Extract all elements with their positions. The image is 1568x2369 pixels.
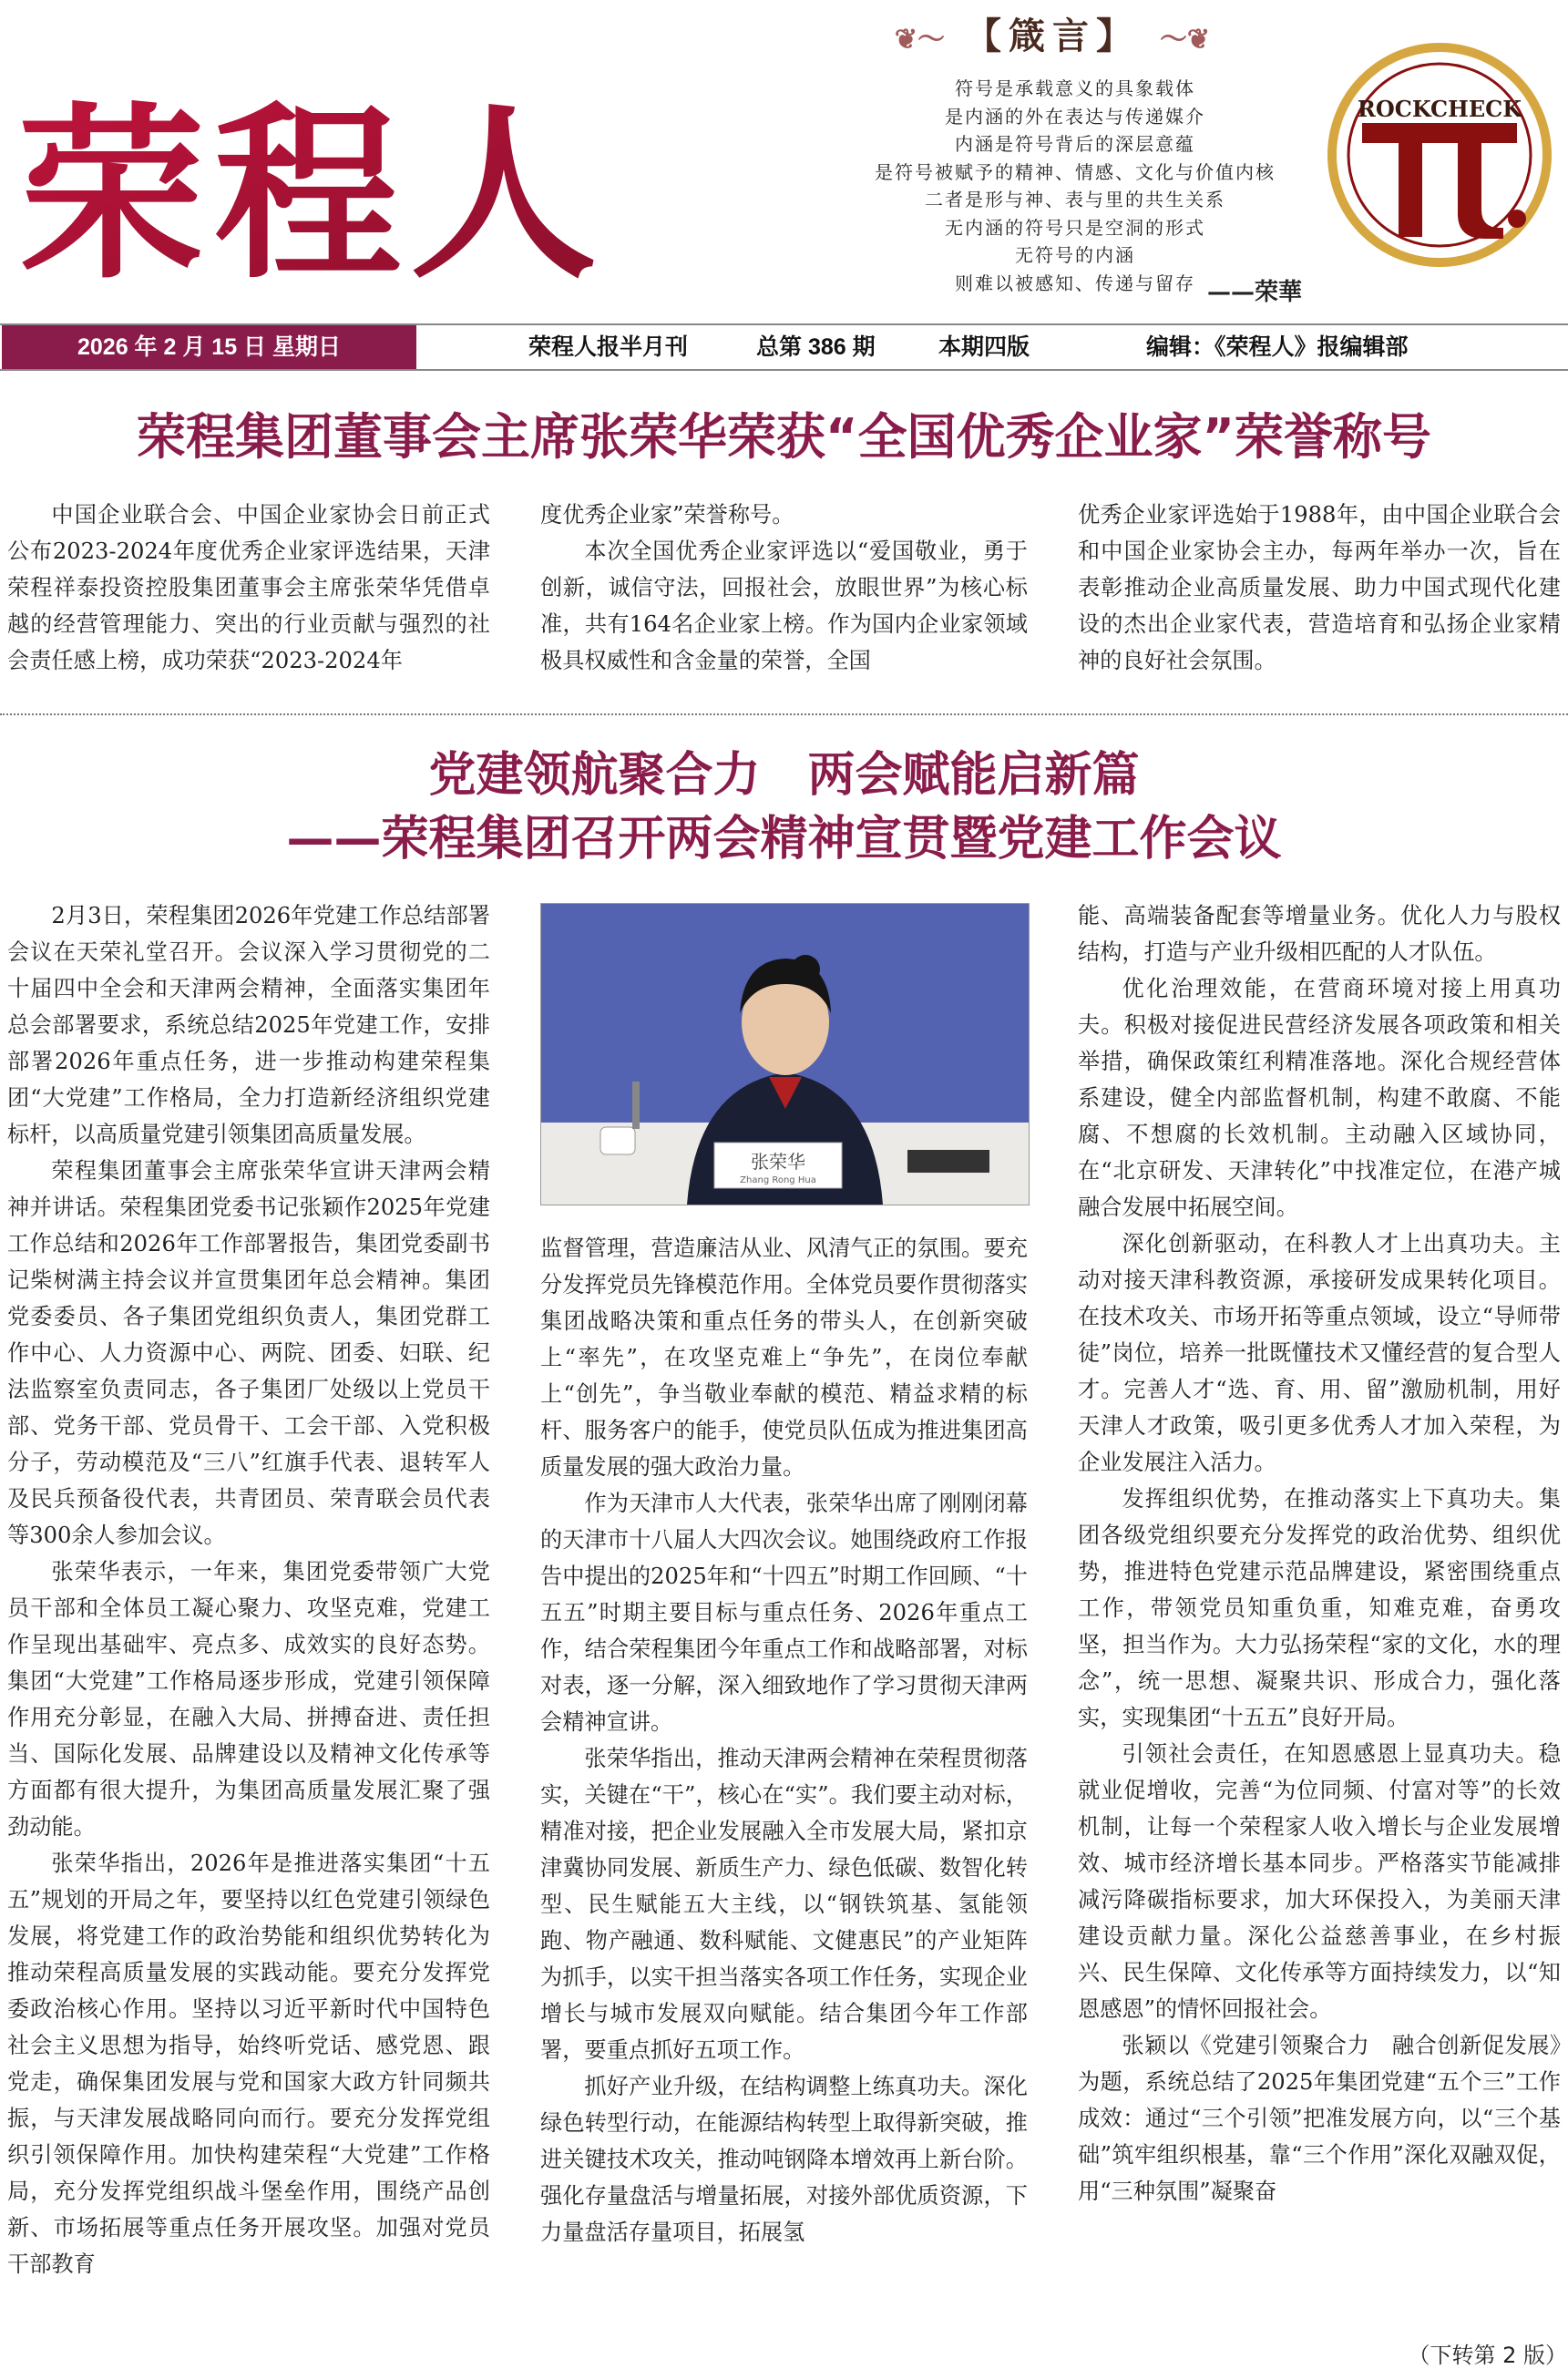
motto-line-6: 无内涵的符号只是空洞的形式 (945, 216, 1205, 239)
article2-column-3 (1078, 897, 1561, 2210)
motto-line-5: 二者是形与神、表与里的共生关系 (925, 189, 1225, 210)
article2-paragraph: 引领社会责任，在知恩感恩上显真功夫。稳就业促增收，完善“为位同频、付富对等”的长效机制，让每一个荣程家人收入增长与企业发展增效、城市经济增长基本同步。严格落实节能减排减污降碳指标要求，加大环保投入，为美丽天津建设贡献力量。深化公益慈善事业，在乡村振兴、民生保障、文化传承等方面持续发力，以“知恩感恩”的情怀回报社会。 (1078, 1741, 1561, 2022)
ornament-left-icon: ❦〜 (894, 24, 946, 56)
article2-paragraph: 发挥组织优势，在推动落实上下真功夫。集团各级党组织要充分发挥党的政治优势、组织优势，推进特色党建示范品牌建设，紧密围绕重点工作，带领党员知重负重，知难克难，奋勇攻坚，担当作为。大力弘扬荣程“家的文化，水的理念”，统一思想、凝聚共识、形成合力，强化落实，实现集团“十五五”良好开局。 (1078, 1486, 1561, 1730)
article1-paragraph: 度优秀企业家”荣誉称号。 (540, 502, 794, 528)
rockcheck-logo (1321, 36, 1558, 273)
issue-number: 总第 386 期 (756, 334, 876, 360)
svg-text:Zhang Rong Hua: Zhang Rong Hua (740, 1175, 816, 1185)
article2-paragraph: 作为天津市人大代表，张荣华出席了刚刚闭幕的天津市十八届人大四次会议。她围绕政府工作报告中提出的2025年和“十四五”时期工作回顾、“十五五”时期主要目标与重点任务、2026年重点工作，结合荣程集团今年重点工作和战略部署，对标对表，逐一分解，深入细致地作了学习贯彻天津两会精神宣讲。 (540, 1491, 1028, 1735)
motto-line-8: 则难以被感知、传递与留存 (955, 272, 1195, 294)
article2-paragraph: 张荣华表示，一年来，集团党委带领广大党员干部和全体员工凝心聚力、攻坚克难，党建工作呈现出基础牢、亮点多、成效实的良好态势。集团“大党建”工作格局逐步形成，党建引领保障作用充分彰显，在融入大局、拼搏奋进、责任担当、国际化发展、品牌建设以及精神文化传承等方面都有很大提升，为集团高质量发展汇聚了强劲动能。 (7, 1559, 490, 1840)
article1-column-2 (540, 497, 1028, 679)
article2-headline: 党建领航聚合力 两会赋能启新篇 (428, 748, 1140, 803)
article1-column-3 (1078, 497, 1561, 679)
motto-line-1: 符号是承载意义的具象载体 (955, 77, 1195, 99)
motto-line-4: 是符号被赋予的精神、情感、文化与价值内核 (875, 160, 1276, 183)
article2-paragraph: 深化创新驱动，在科教人才上出真功夫。主动对接天津科教资源，承接研发成果转化项目。在技术攻关、市场开拓等重点领域，设立“导师带徒”岗位，培养一批既懂技术又懂经营的复合型人才。完善人才“选、育、用、留”激励机制，用好天津人才政策，吸引更多优秀人才加入荣程，为企业发展注入活力。 (1078, 1231, 1561, 1475)
article2-column-2 (540, 1230, 1028, 2251)
article2-subheadline: ——荣程集团召开两会精神宣贯暨党建工作会议 (286, 812, 1282, 867)
article2-paragraph: 优化治理效能，在营商环境对接上用真功夫。积极对接促进民营经济发展各项政策和相关举措，确保政策红利精准落地。深化合规经营体系建设，健全内部监督机制，构建不敢腐、不能腐、不想腐的长效机制。主动融入区域协同，在“北京研发、天津转化”中找准定位，在港产城融合发展中拓展空间。 (1078, 976, 1561, 1220)
continued-note: （下转第 2 版） (1408, 2343, 1567, 2368)
article1-paragraph: 中国企业联合会、中国企业家协会日前正式公布2023-2024年度优秀企业家评选结果，天津荣程祥泰投资控股集团董事会主席张荣华凭借卓越的经营管理能力、突出的行业贡献与强烈的社会责任感上榜，成功荣获“2023-2024年 (7, 502, 490, 673)
motto-line-3: 内涵是符号背后的深层意蕴 (955, 133, 1195, 155)
svg-text:荣程人: 荣程人 (18, 87, 606, 301)
issue-info-bar (0, 323, 1568, 371)
article2-paragraph: 2月3日，荣程集团2026年党建工作总结部署会议在天荣礼堂召开。会议深入学习贯彻党的二十届四中全会和天津两会精神，全面落实集团年总会部署要求，系统总结2025年党建工作，安排部署2026年重点任务，进一步推动构建荣程集团“大党建”工作格局，全力打造新经济组织党建标杆，以高质量党建引领集团高质量发展。 (7, 903, 490, 1147)
svg-text:ROCKCHECK: ROCKCHECK (1357, 96, 1522, 122)
article2-paragraph: 监督管理，营造廉洁从业、风清气正的氛围。要充分发挥党员先锋模范作用。全体党员要作贯彻落实集团战略决策和重点任务的带头人，在创新突破上“率先”，在攻坚克难上“争先”，在岗位奉献上“创先”，争当敬业奉献的模范、精益求精的标杆、服务客户的能手，使党员队伍成为推进集团高质量发展的强大政治力量。 (540, 1236, 1028, 1480)
article1-headline: 荣程集团董事会主席张荣华荣获“全国优秀企业家”荣誉称号 (137, 408, 1431, 466)
article2-paragraph: 张荣华指出，推动天津两会精神在荣程贯彻落实，关键在“干”，核心在“实”。我们要主动对标，精准对接，把企业发展融入全市发展大局，紧扣京津冀协同发展、新质生产力、绿色低碳、数智化转型、民生赋能五大主线，以“钢铁筑基、氢能领跑、物产融通、数科赋能、文健惠民”的产业矩阵为抓手，以实干担当落实各项工作任务，实现企业增长与城市发展双向赋能。结合集团今年工作部署，要重点抓好五项工作。 (540, 1746, 1028, 2063)
speaker-photo (540, 903, 1030, 1205)
article2-paragraph: 张颖以《党建引领聚合力 融合创新促发展》为题，系统总结了2025年集团党建“五个三”工作成效：通过“三个引领”把准发展方向，以“三个基础”筑牢组织根基，靠“三个作用”深化双融双促，用“三种氛围”凝聚奋 (1078, 2033, 1561, 2204)
motto-signature: ——荣華 (1207, 279, 1303, 306)
article2-paragraph: 荣程集团董事会主席张荣华宣讲天津两会精神并讲话。荣程集团党委书记张颖作2025年党建工作总结和2026年工作部署报告，集团党委副书记柴树满主持会议并宣贯集团年总会精神。集团党委委员、各子集团党组织负责人，集团党群工作中心、人力资源中心、两院、团委、妇联、纪法监察室负责同志，各子集团厂处级以上党员干部、党务干部、党员骨干、工会干部、入党积极分子，劳动模范及“三八”红旗手代表、退转军人及民兵预备役代表，共青团员、荣青联会员代表等300余人参加会议。 (7, 1158, 490, 1548)
article2-paragraph: 张荣华指出，2026年是推进落实集团“十五五”规划的开局之年，要坚持以红色党建引领绿色发展，将党建工作的政治势能和组织优势转化为推动荣程高质量发展的实践动能。要充分发挥党委政治核心作用。坚持以习近平新时代中国特色社会主义思想为指导，始终听党话、感党恩、跟党走，确保集团发展与党和国家大政方针同频共振，与天津发展战略同向而行。要充分发挥党组织引领保障作用。加快构建荣程“大党建”工作格局，充分发挥党组织战斗堡垒作用，围绕产品创新、市场拓展等重点任务开展攻坚。加强对党员干部教育 (7, 1851, 490, 2277)
ornament-right-icon: 〜❦ (1159, 24, 1211, 56)
article2-column-1 (7, 897, 490, 2282)
motto-lines (825, 75, 1326, 297)
issue-date: 2026 年 2 月 15 日 星期日 (2, 325, 416, 369)
motto-heading: ❦〜 【箴言】 〜❦ (894, 15, 1211, 57)
masthead-logo (18, 64, 820, 301)
motto-box (825, 0, 1335, 314)
article1-paragraph: 优秀企业家评选始于1988年，由中国企业联合会和中国企业家协会主办，每两年举办一次，旨在表彰推动企业高质量发展、助力中国式现代化建设的杰出企业家代表，营造培育和弘扬企业家精神的良好社会氛围。 (1078, 502, 1561, 673)
motto-line-7: 无符号的内涵 (1015, 244, 1135, 266)
section-divider (0, 713, 1568, 715)
motto-line-2: 是内涵的外在表达与传递媒介 (945, 105, 1205, 128)
publication-name: 荣程人报半月刊 (528, 334, 689, 360)
article1-paragraph: 本次全国优秀企业家评选以“爱国敬业，勇于创新，诚信守法，回报社会，放眼世界”为核心标准，共有164名企业家上榜。作为国内企业家领域极具权威性和含金量的荣誉，全国 (540, 538, 1028, 673)
svg-text:张荣华: 张荣华 (751, 1151, 805, 1173)
article2-paragraph: 能、高端装备配套等增量业务。优化人力与股权结构，打造与产业升级相匹配的人才队伍。 (1078, 903, 1561, 965)
editor-info: 编辑：《荣程人》报编辑部 (1146, 334, 1409, 360)
article1-column-1 (7, 497, 490, 679)
article2-paragraph: 抓好产业升级，在结构调整上练真功夫。深化绿色转型行动，在能源结构转型上取得新突破，推进关键技术攻关，推动吨钢降本增效再上新台阶。强化存量盘活与增量拓展，对接外部优质资源，下力量盘活存量项目，拓展氢 (540, 2074, 1028, 2245)
page-count: 本期四版 (938, 334, 1030, 360)
